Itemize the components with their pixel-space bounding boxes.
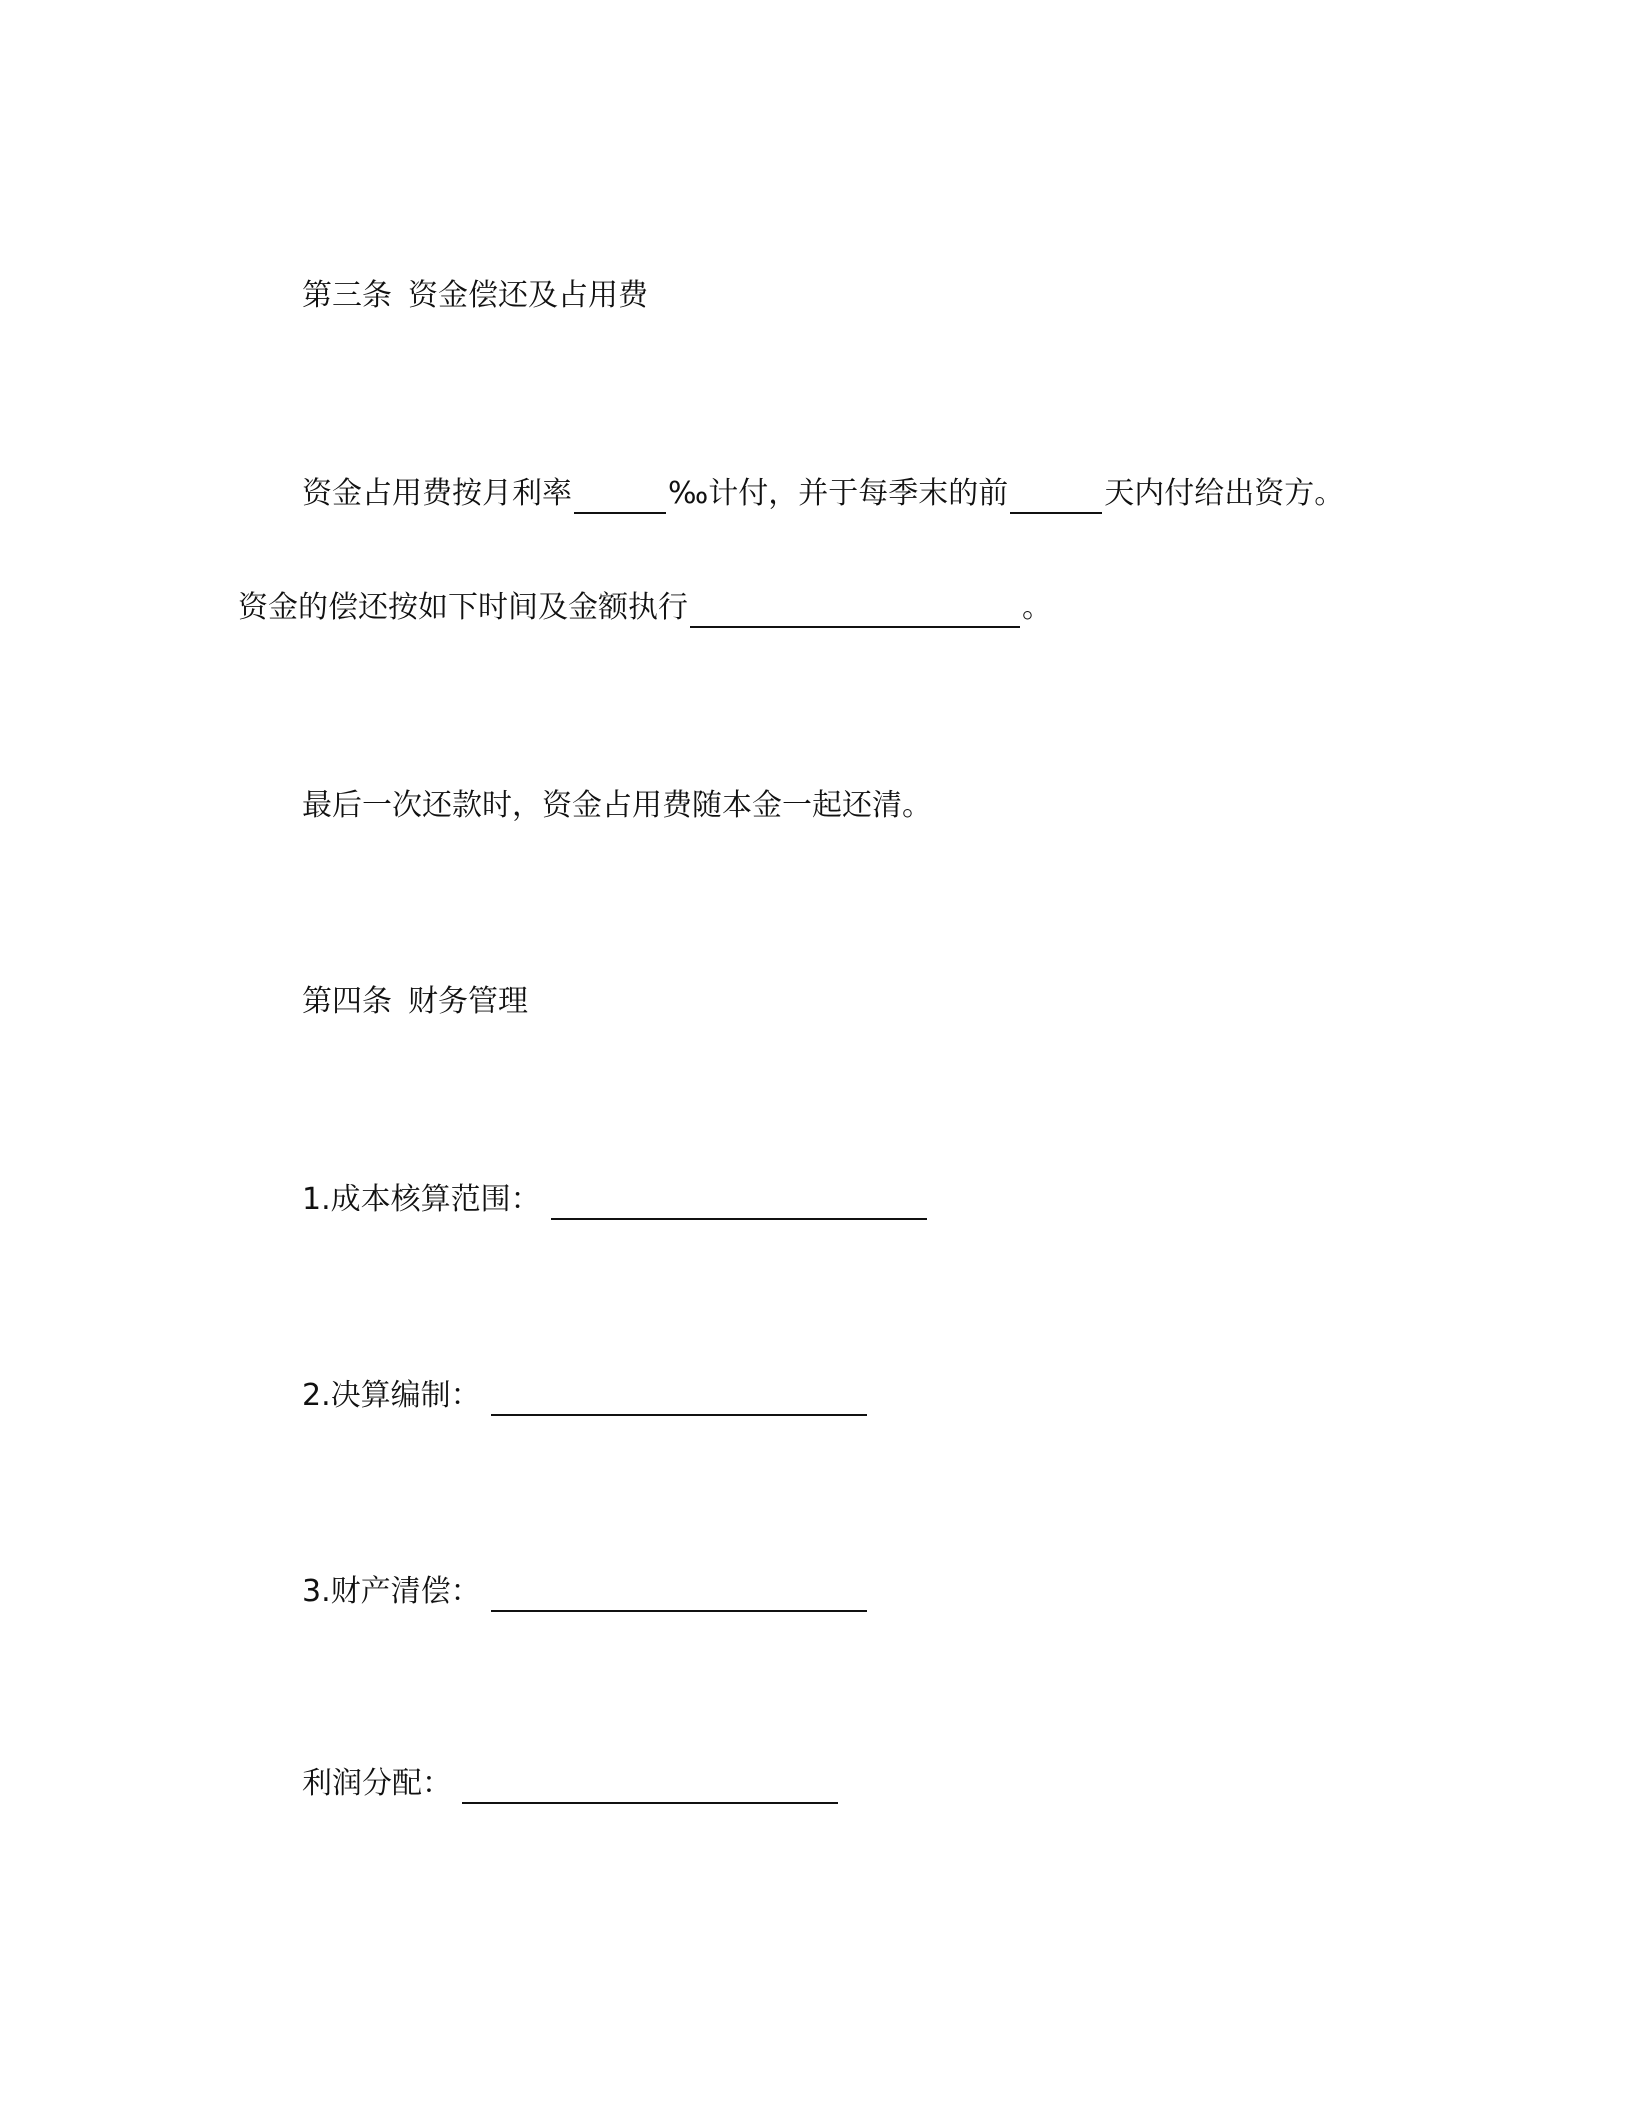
article-4-title: 财务管理 xyxy=(408,984,528,1019)
profit-distribution-label: 利润分配： xyxy=(302,1766,452,1801)
article-3-number: 第三条 xyxy=(302,278,392,313)
final-accounts-blank[interactable] xyxy=(491,1380,867,1416)
article-4-number: 第四条 xyxy=(302,984,392,1019)
interest-rate-text-b: ‰计付，并于每季末的前 xyxy=(668,476,1009,511)
days-blank[interactable] xyxy=(1010,478,1102,514)
final-repayment-text: 最后一次还款时，资金占用费随本金一起还清。 xyxy=(302,788,932,823)
monthly-rate-blank[interactable] xyxy=(574,478,666,514)
interest-rate-text-a: 资金占用费按月利率 xyxy=(302,476,572,511)
interest-rate-text-c: 天内付给出资方。 xyxy=(1104,476,1345,511)
interest-rate-paragraph xyxy=(302,474,1344,514)
final-repayment-paragraph xyxy=(302,786,932,826)
repayment-schedule-paragraph xyxy=(238,588,1052,628)
profit-distribution-item xyxy=(302,1764,840,1804)
property-settlement-item xyxy=(302,1572,869,1612)
article-3-title: 资金偿还及占用费 xyxy=(408,278,648,313)
repayment-text-b: 。 xyxy=(1022,590,1052,625)
cost-accounting-blank[interactable] xyxy=(551,1184,927,1220)
article-3-heading xyxy=(302,276,648,316)
property-settlement-blank[interactable] xyxy=(491,1576,867,1612)
article-4-heading xyxy=(302,982,528,1022)
final-accounts-item xyxy=(302,1376,869,1416)
cost-accounting-item xyxy=(302,1180,929,1220)
repayment-schedule-blank[interactable] xyxy=(690,592,1020,628)
final-accounts-label: 2.决算编制： xyxy=(302,1378,481,1413)
repayment-text-a: 资金的偿还按如下时间及金额执行 xyxy=(238,590,688,625)
property-settlement-label: 3.财产清偿： xyxy=(302,1574,481,1609)
cost-accounting-label: 1.成本核算范围： xyxy=(302,1182,541,1217)
profit-distribution-blank[interactable] xyxy=(462,1768,838,1804)
